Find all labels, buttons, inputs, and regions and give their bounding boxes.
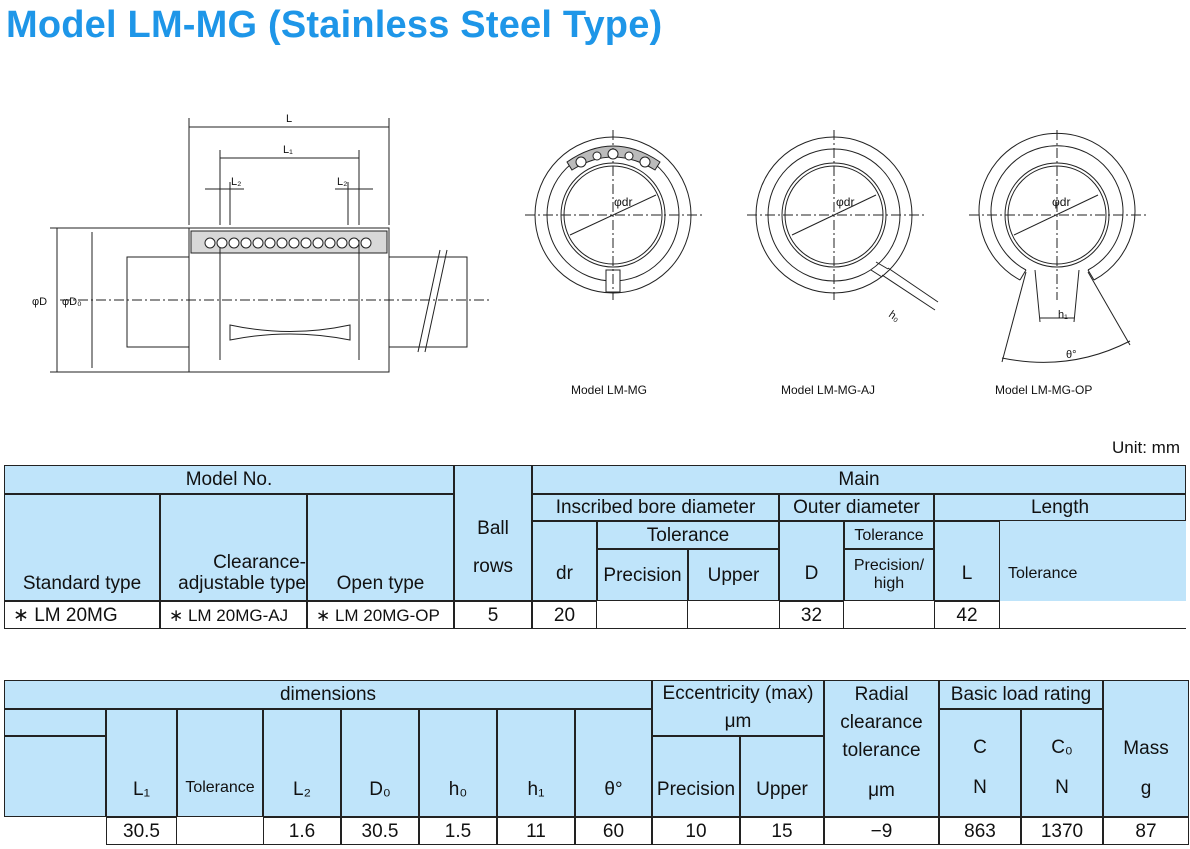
th-mass <box>1103 680 1189 817</box>
th-radial-clearance <box>824 680 939 817</box>
th-h1: h₁ <box>497 709 575 817</box>
td-theta: 60 <box>575 817 652 845</box>
th-mass-label: Mass <box>1123 737 1169 759</box>
th-dimensions: dimensions <box>4 680 652 709</box>
td-radial: −9 <box>824 817 939 845</box>
unit-label: Unit: mm <box>1112 438 1180 457</box>
dim-L2-left: L₂ <box>231 176 242 188</box>
th-main: Main <box>532 465 1186 494</box>
caption-lm-mg: Model LM-MG <box>571 383 648 397</box>
th-clearance-line1: Clearance- <box>213 552 306 573</box>
dim-phiD: φD <box>32 296 48 308</box>
th-ecc-unit: μm <box>724 711 752 732</box>
td-h0: 1.5 <box>419 817 497 845</box>
th-C-label: C <box>973 737 987 758</box>
th-ball-line1: Ball <box>477 518 509 539</box>
td-h1: 11 <box>497 817 575 845</box>
view2-h0: h₀ <box>886 308 902 325</box>
th-ecc-title: Eccentricity (max) <box>662 683 814 704</box>
td-D: 32 <box>779 601 844 629</box>
th-C0-unit: N <box>1055 777 1069 798</box>
th-h0: h₀ <box>419 709 497 817</box>
td-precision-high <box>844 601 934 629</box>
th-dr: dr <box>532 521 597 601</box>
th-L: L <box>934 521 1000 601</box>
th-theta: θ° <box>575 709 652 817</box>
th-bore-tolerance: Tolerance <box>597 521 779 549</box>
view3-h1: h₁ <box>1058 309 1068 321</box>
bearing-drawings <box>0 100 1190 390</box>
th-L2: L₂ <box>263 709 341 817</box>
th-D0: D₀ <box>341 709 419 817</box>
th-radial-unit: μm <box>868 780 895 801</box>
th-prec-high-line1: Precision/ <box>853 557 925 574</box>
th-eccentricity <box>652 680 824 736</box>
th-standard-type: Standard type <box>4 494 160 601</box>
th-length-tolerance: Tolerance <box>1000 521 1186 601</box>
th-bore-upper: Upper <box>688 549 779 601</box>
th-radial-line1: Radial <box>854 684 909 705</box>
caption-lm-mg-op: Model LM-MG-OP <box>995 383 1093 397</box>
view1-phidr: φdr <box>614 195 633 209</box>
th-bore: Inscribed bore diameter <box>532 494 779 521</box>
th-ball-line2: rows <box>472 556 514 577</box>
th-bore-precision: Precision <box>597 549 688 601</box>
th-precision-high <box>844 549 934 601</box>
th-outer: Outer diameter <box>779 494 934 521</box>
td-clearance-type: ∗ LM 20MG-AJ <box>160 601 307 629</box>
th-blank-top <box>4 709 106 736</box>
th-clearance-type <box>160 494 307 601</box>
td-length-tolerance <box>1000 601 1186 629</box>
page-title: Model LM-MG (Stainless Steel Type) <box>6 4 663 46</box>
th-prec-high-line2: high <box>873 575 905 592</box>
td-standard-type: ∗ LM 20MG <box>4 601 160 629</box>
caption-lm-mg-aj: Model LM-MG-AJ <box>781 383 876 397</box>
td-L: 42 <box>934 601 1000 629</box>
th-radial-line2: clearance <box>840 712 923 733</box>
th-model-no: Model No. <box>4 465 454 494</box>
td-C: 863 <box>939 817 1021 845</box>
td-ecc-upper: 15 <box>740 817 824 845</box>
th-mass-unit: g <box>1140 777 1152 799</box>
dim-phiD0: φD₀ <box>62 296 82 308</box>
td-open-type: ∗ LM 20MG-OP <box>307 601 454 629</box>
th-blank-bottom <box>4 736 106 817</box>
th-outer-tolerance: Tolerance <box>844 521 934 549</box>
th-open-type: Open type <box>307 494 454 601</box>
td-mass: 87 <box>1103 817 1189 845</box>
td-L1: 30.5 <box>106 817 177 845</box>
view3-phidr: φdr <box>1052 195 1071 209</box>
td-ecc-precision: 10 <box>652 817 740 845</box>
dim-L1: L₁ <box>283 144 293 156</box>
td-D0: 30.5 <box>341 817 419 845</box>
th-radial-line3: tolerance <box>842 740 921 761</box>
td-bore-upper <box>688 601 779 629</box>
th-C0-label: C₀ <box>1051 737 1073 758</box>
dim-L2-right: L₂ <box>337 176 348 188</box>
th-ecc-precision: Precision <box>652 736 740 817</box>
dim-L: L <box>286 113 293 125</box>
th-ecc-upper: Upper <box>740 736 824 817</box>
td-ball-rows: 5 <box>454 601 532 629</box>
th-clearance-line2: adjustable type <box>178 573 306 594</box>
td-dim-tolerance <box>177 817 263 845</box>
td-bore-precision <box>597 601 688 629</box>
th-C0 <box>1021 709 1103 817</box>
td-dr: 20 <box>532 601 597 629</box>
th-basic-load: Basic load rating <box>939 680 1103 709</box>
th-D: D <box>779 521 844 601</box>
th-C-unit: N <box>973 777 987 798</box>
view3-theta: θ° <box>1066 349 1077 361</box>
td-L2: 1.6 <box>263 817 341 845</box>
th-length: Length <box>934 494 1186 521</box>
th-C <box>939 709 1021 817</box>
th-L1: L₁ <box>106 709 177 817</box>
view2-phidr: φdr <box>836 195 855 209</box>
th-dim-tolerance: Tolerance <box>177 709 263 817</box>
td-C0: 1370 <box>1021 817 1103 845</box>
th-ball-rows <box>454 465 532 601</box>
